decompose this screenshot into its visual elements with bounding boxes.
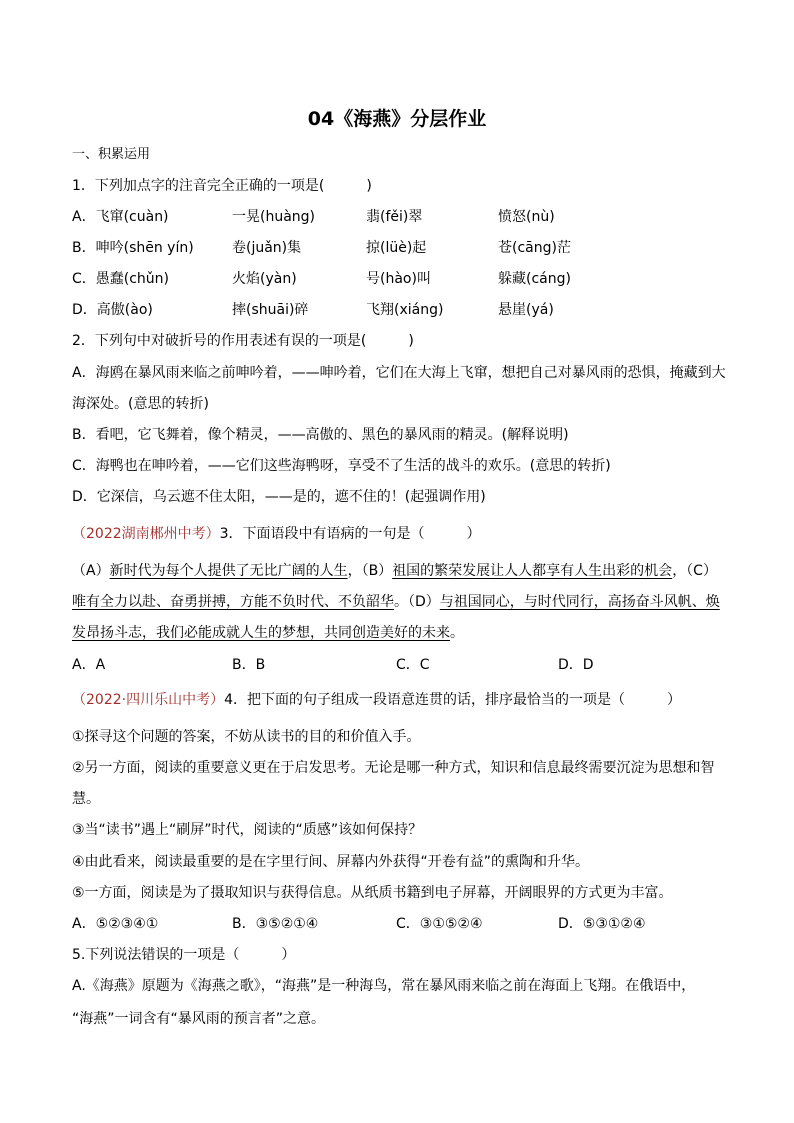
- q2-option-d: D．它深信，乌云遮不住太阳，——是的，遮不住的！(起强调作用): [72, 489, 486, 505]
- q1-row-a-col1: A．飞窜(cuàn): [72, 209, 169, 225]
- q4-sentence-3: ③当“读书”遇上“刷屏”时代，阅读的“质感”该如何保持？: [72, 822, 423, 838]
- q1-row-a-col2: 一晃(huàng): [232, 209, 316, 225]
- q3-marker-c: ，（C）: [672, 563, 717, 579]
- section-heading: 一、积累运用: [72, 147, 151, 162]
- q3-sentence-c: 唯有全力以赴、奋勇拼搏，方能不负时代、不负韶华: [72, 594, 394, 610]
- q3-sentence-a: 新时代为每个人提供了无比广阔的人生: [109, 563, 348, 579]
- q3-marker-b: ，（B）: [347, 563, 393, 579]
- q1-row-a-col3: 翡(fěi)翠: [366, 209, 423, 225]
- page-title: 04《海燕》分层作业: [307, 108, 487, 130]
- q3-stem: 3．下面语段中有语病的一句是（ ）: [219, 526, 481, 542]
- q4-sentence-4: ④由此看来，阅读最重要的是在字里行间、屏幕内外获得“开卷有益”的熏陶和升华。: [72, 854, 590, 870]
- q4-source: （2022·四川乐山中考）: [72, 692, 225, 708]
- q1-row-c-col2: 火焰(yàn): [232, 271, 297, 287]
- q3-sentence-d-cont: 发昂扬斗志，我们必能成就人生的梦想，共同创造美好的未来: [72, 625, 450, 641]
- q2-stem: 2．下列句中对破折号的作用表述有误的一项是( ): [72, 333, 414, 349]
- q3-passage-line3: [72, 624, 464, 642]
- q4-sentence-5: ⑤一方面，阅读是为了摄取知识与获得信息。从纸质书籍到电子屏幕，开阔眼界的方式更为丰富。: [72, 885, 673, 901]
- q3-option-a: A．A: [72, 657, 106, 673]
- q4-option-a: A．⑤②③④①: [72, 916, 159, 932]
- q1-row-b-col4: 苍(cāng)茫: [498, 240, 571, 256]
- q1-stem: 1．下列加点字的注音完全正确的一项是( ): [72, 178, 372, 194]
- q3-passage-line1: [72, 562, 717, 580]
- q1-row-d-col1: D．高傲(ào): [72, 302, 153, 318]
- q3-header: [72, 525, 481, 543]
- q3-source: （2022湖南郴州中考）: [72, 526, 220, 542]
- q4-sentence-2: ②另一方面，阅读的重要意义更在于启发思考。无论是哪一种方式，知识和信息最终需要沉淀为思想和智: [72, 760, 715, 776]
- q1-row-c-col3: 号(hào)叫: [366, 271, 431, 287]
- q1-row-b-col2: 卷(juǎn)集: [232, 240, 302, 256]
- q1-row-c-col4: 躲藏(cáng): [498, 271, 571, 287]
- q3-passage-line2: [72, 593, 720, 611]
- q3-period: 。: [450, 625, 464, 641]
- q3-sentence-b: 祖国的繁荣发展让人人都享有人生出彩的机会: [392, 563, 673, 579]
- q1-row-c-col1: C．愚蠢(chǔn): [72, 271, 170, 287]
- q4-option-b: B．③⑤②①④: [232, 916, 319, 932]
- q2-option-a-cont: 海深处。(意思的转折): [72, 396, 209, 412]
- q5-option-a: A.《海燕》原题为《海燕之歌》，“海燕”是一种海鸟，常在暴风雨来临之前在海面上飞翔。在俄语中，: [72, 978, 696, 994]
- q4-sentence-1: ①探寻这个问题的答案，不妨从读书的目的和价值入手。: [72, 729, 421, 745]
- q3-marker-d: 。（D）: [394, 594, 440, 610]
- q1-row-b-col3: 掠(lüè)起: [366, 240, 427, 256]
- q3-option-d: D．D: [558, 657, 594, 673]
- q2-option-c: C．海鸭也在呻吟着，——它们这些海鸭呀，享受不了生活的战斗的欢乐。(意思的转折): [72, 458, 611, 474]
- q1-row-d-col2: 摔(shuāi)碎: [232, 302, 309, 318]
- q1-row-b-col1: B．呻吟(shēn yín): [72, 240, 194, 256]
- q4-option-d: D．⑤③①②④: [558, 916, 646, 932]
- q3-option-c: C．C: [396, 657, 430, 673]
- q5-stem: 5.下列说法错误的一项是（ ）: [72, 947, 296, 963]
- q2-option-b: B．看吧，它飞舞着，像个精灵，——高傲的、黑色的暴风雨的精灵。(解释说明): [72, 427, 569, 443]
- q4-option-c: C．③①⑤②④: [396, 916, 483, 932]
- q2-option-a: A．海鸥在暴风雨来临之前呻吟着，——呻吟着，它们在大海上飞窜，想把自己对暴风雨的恐惧，掩藏到大: [72, 365, 726, 381]
- q3-sentence-d: 与祖国同心，与时代同行，高扬奋斗风帆、焕: [439, 594, 720, 610]
- q1-row-a-col4: 愤怒(nù): [498, 209, 555, 225]
- q4-header: [72, 691, 681, 709]
- q1-row-d-col4: 悬崖(yá): [498, 302, 554, 318]
- q3-option-b: B．B: [232, 657, 266, 673]
- q4-sentence-2-cont: 慧。: [72, 791, 100, 807]
- q1-row-d-col3: 飞翔(xiáng): [366, 302, 444, 318]
- q5-option-a-cont: “海燕”一词含有“暴风雨的预言者”之意。: [72, 1011, 326, 1027]
- q3-marker-a: （A）: [72, 563, 110, 579]
- q4-stem: 4．把下面的句子组成一段语意连贯的话，排序最恰当的一项是（ ）: [224, 692, 681, 708]
